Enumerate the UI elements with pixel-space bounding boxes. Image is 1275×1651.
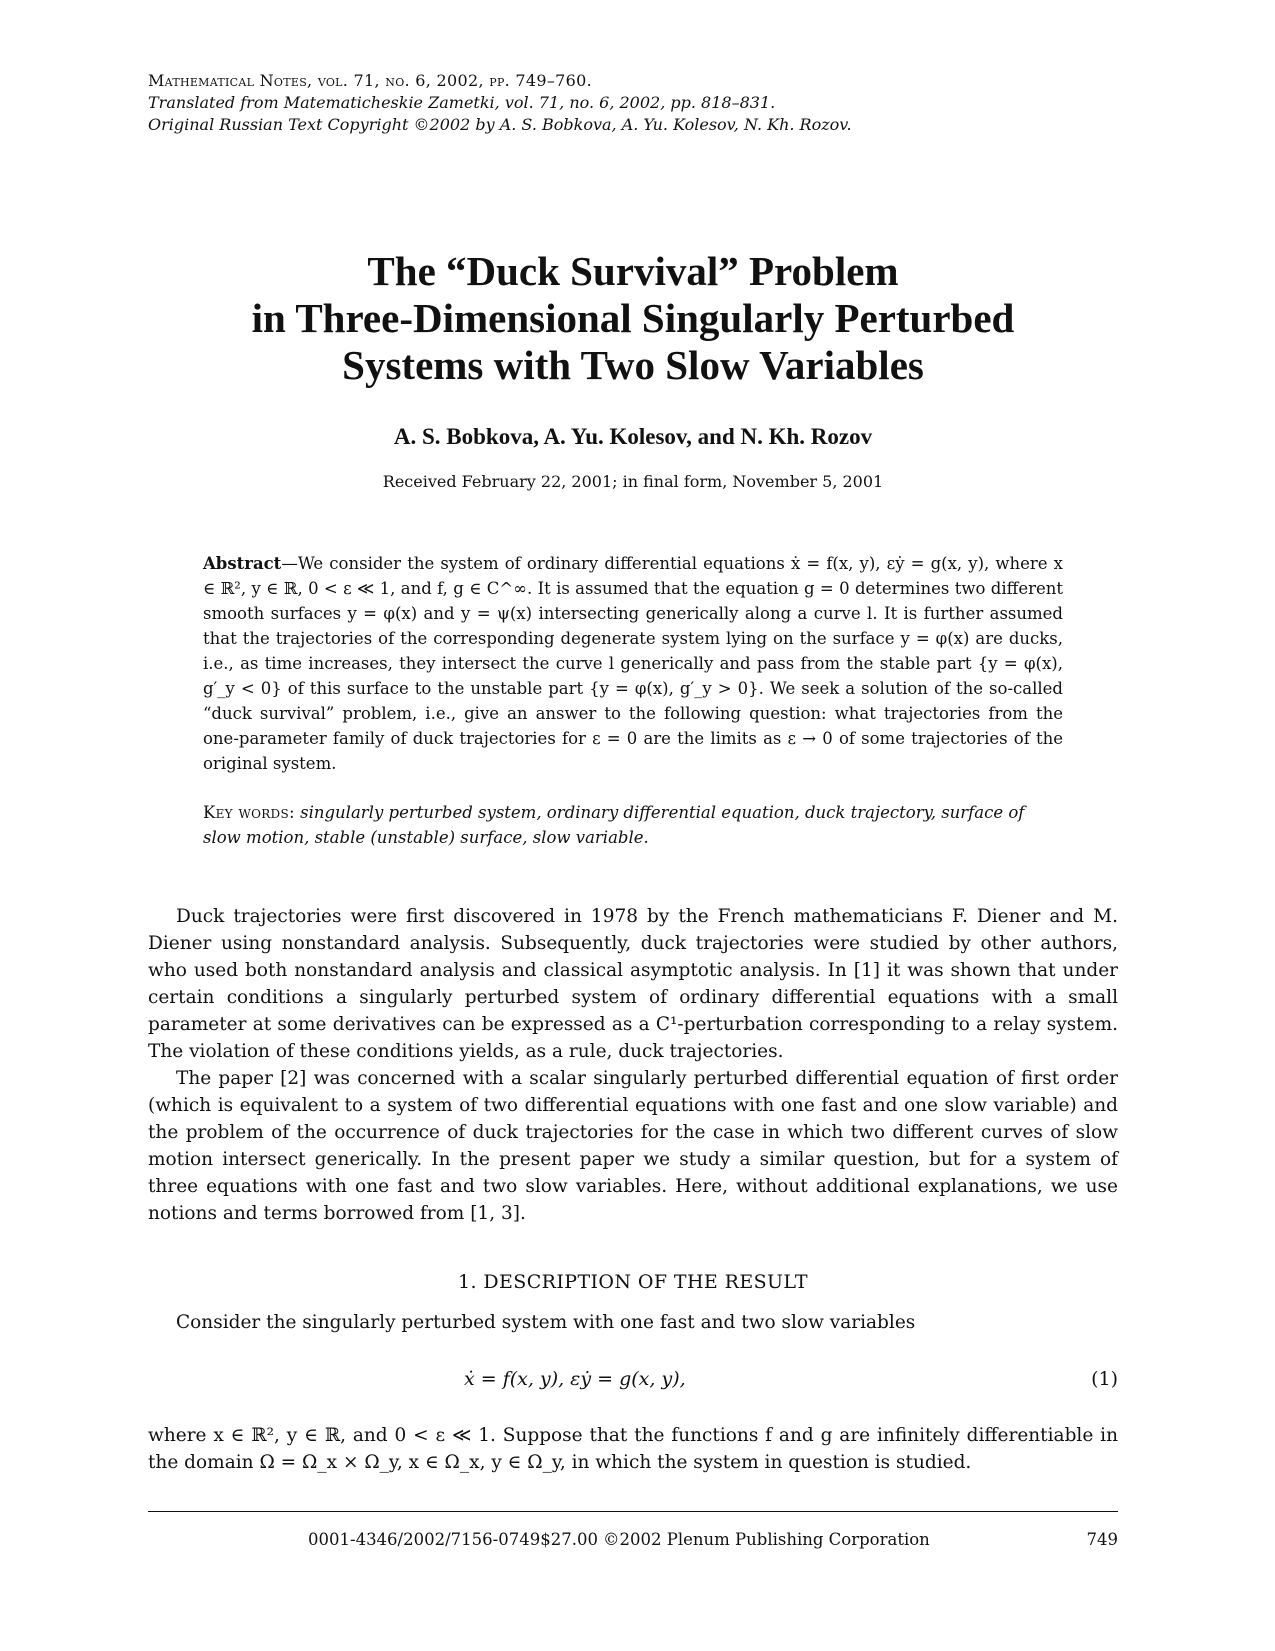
paper-title [148,248,1118,389]
translation-note: Translated from Matematicheskie Zametki, vol. 71, no. 6, 2002, pp. 818–831. [148,93,776,112]
authors: A. S. Bobkova, A. Yu. Kolesov, and N. Kh. Rozov [393,424,873,449]
title-line-3: Systems with Two Slow Variables [342,342,924,388]
footer [148,1530,1118,1556]
title-line-2: in Three-Dimensional Singularly Perturbed [251,295,1015,341]
received-date: Received February 22, 2001; in final form, November 5, 2001 [382,472,884,491]
keywords [203,800,1063,850]
abstract [203,551,1063,776]
equation-1 [148,1368,1118,1398]
footer-copyright: ©2002 Plenum Publishing Corporation [603,1530,930,1549]
section-heading: 1. DESCRIPTION OF THE RESULT [458,1271,808,1293]
paper-page [148,0,1118,1651]
intro-paragraph-2: The paper [2] was concerned with a scalar singularly perturbed differential equation of first order (which is equivalent to a system of two differential equations with one fast and one slow variable) and the problem of the occurrence of duck trajectories for the case in which two different curves of slow motion intersect generically. In the present paper we study a similar question, but for a system of three equations with one fast and two slow variables. Here, without additional explanations, we use notions and terms borrowed from [1, 3]. [148,1068,1118,1224]
footer-issn: 0001-4346/2002/7156-0749$27.00 [308,1530,598,1549]
equation-body: ẋ = f(x, y), εẏ = g(x, y), [464,1368,686,1390]
journal-citation: Mathematical Notes, vol. 71, no. 6, 2002, pp. 749–760. [148,71,592,90]
keywords-label: Key words: [203,803,295,822]
abstract-text: —We consider the system of ordinary differential equations ẋ = f(x, y), εẏ = g(x, y), where x ∈ ℝ², y ∈ ℝ, 0 < ε ≪ 1, and f, g ∈ C^∞. It is assumed that the equation g = 0 determines two different smooth surfaces y = φ(x) and y = ψ(x) intersecting generically along a curve l. It is further assumed that the trajectories of the corresponding degenerate system lying on the surface y = φ(x) are ducks, i.e., as time increases, they intersect the curve l generically and pass from the stable part {y = φ(x), g′_y < 0} of this surface to the unstable part {y = φ(x), g′_y > 0}. We seek a solution of the so-called “duck survival” problem, i.e., give an answer to the following question: what trajectories from the one-parameter family of duck trajectories for ε = 0 are the limits as ε → 0 of some trajectories of the original system. [203,554,1063,773]
title-line-1: The “Duck Survival” Problem [367,248,899,294]
introduction [148,903,1118,1227]
keywords-text: singularly perturbed system, ordinary differential equation, duck trajectory, surface of slow motion, stable (unstable) surface, slow variable. [203,803,1025,847]
equation-number: (1) [1091,1368,1118,1390]
copyright-note: Original Russian Text Copyright ©2002 by A. S. Bobkova, A. Yu. Kolesov, N. Kh. Rozov. [148,115,852,134]
footer-rule [148,1511,1118,1512]
consider-text: Consider the singularly perturbed system with one fast and two slow variables [176,1312,916,1333]
where-paragraph: where x ∈ ℝ², y ∈ ℝ, and 0 < ε ≪ 1. Suppose that the functions f and g are infinitely differentiable in the domain Ω = Ω_x × Ω_y, x ∈ Ω_x, y ∈ Ω_y, in which the system in question is studied. [148,1425,1118,1473]
abstract-label: Abstract [203,554,282,573]
citation-header [148,70,852,136]
intro-paragraph-1: Duck trajectories were first discovered in 1978 by the French mathematicians F. Diener and M. Diener using nonstandard analysis. Subsequently, duck trajectories were studied by other authors, who used both nonstandard analysis and classical asymptotic analysis. In [1] it was shown that under certain conditions a singularly perturbed system of ordinary differential equations with a small parameter at some derivatives can be expressed as a C¹-perturbation corresponding to a relay system. The violation of these conditions yields, as a rule, duck trajectories. [148,906,1118,1062]
page-number: 749 [1086,1530,1118,1549]
